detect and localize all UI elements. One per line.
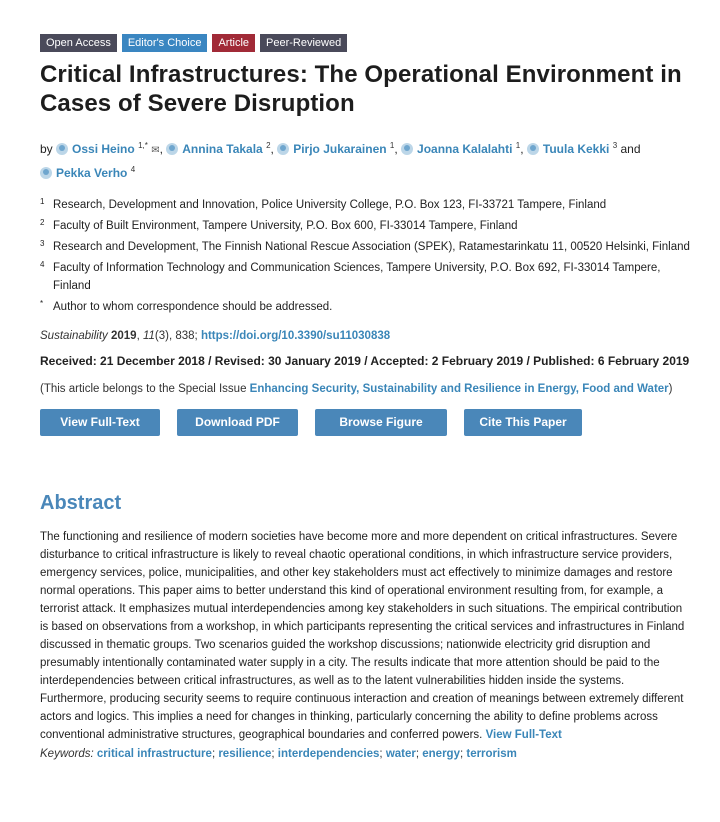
open-access-badge[interactable]: Open Access — [40, 34, 117, 52]
action-buttons — [40, 409, 690, 436]
cite-paper-button[interactable]: Cite This Paper — [464, 409, 582, 436]
publication-dates: Received: 21 December 2018 / Revised: 30 January 2019 / Accepted: 2 February 2019 / Published: 6 February 2019 — [40, 354, 690, 368]
author-link[interactable]: Tuula Kekki — [527, 142, 609, 156]
peer-reviewed-badge[interactable]: Peer-Reviewed — [260, 34, 347, 52]
doi-link[interactable]: https://doi.org/10.3390/su11030838 — [200, 330, 391, 342]
browse-figure-button[interactable]: Browse Figure — [315, 409, 447, 436]
author-affil-sup: 1 — [515, 141, 521, 150]
abstract-body — [40, 528, 690, 744]
keywords-label: Keywords: — [40, 748, 94, 760]
editors-choice-badge[interactable]: Editor's Choice — [122, 34, 208, 52]
author-affil-sup: 1,* — [138, 141, 148, 150]
author-link[interactable]: Ossi Heino — [56, 142, 135, 156]
special-issue-link[interactable]: Enhancing Security, Sustainability and Resilience in Energy, Food and Water — [249, 383, 669, 395]
journal-name[interactable]: Sustainability — [40, 330, 108, 342]
affiliation-item: 4 Faculty of Information Technology and Communication Sciences, Tampere University, P.O. Box 692, FI-33014 Tampere, Finland — [40, 260, 661, 292]
author-avatar-icon — [401, 143, 413, 155]
special-issue-note: (This article belongs to the Special Issue Enhancing Security, Sustainability and Resilience in Energy, Food and Water) — [40, 383, 673, 395]
correspondence-note: * Author to whom correspondence should be addressed. — [40, 299, 333, 313]
by-label: by — [40, 142, 53, 156]
citation-line: Sustainability 2019, 11(3), 838; https://doi.org/10.3390/su11030838 — [40, 330, 391, 342]
badge-row — [40, 34, 690, 52]
affiliation-list — [40, 196, 690, 316]
affiliation-item: 1 Research, Development and Innovation, Police University College, P.O. Box 123, FI-33721 Tampere, Finland — [40, 197, 607, 211]
keyword-link[interactable]: water — [385, 748, 416, 760]
author-affil-sup: 2 — [266, 141, 271, 150]
keyword-link[interactable]: energy — [422, 748, 460, 760]
envelope-icon[interactable]: ✉ — [151, 145, 160, 156]
affiliation-item: 3 Research and Development, The Finnish National Rescue Association (SPEK), Ratamestarinkatu 11, 00520 Helsinki, Finland — [40, 239, 690, 253]
keywords-line: Keywords: critical infrastructure; resilience; interdependencies; water; energy; terrorism — [40, 748, 517, 760]
author-affil-sup: 4 — [130, 165, 136, 174]
download-pdf-button[interactable]: Download PDF — [177, 409, 298, 436]
author-avatar-icon — [166, 143, 178, 155]
keyword-link[interactable]: terrorism — [466, 748, 517, 760]
author-avatar-icon — [277, 143, 289, 155]
affiliation-item: 2 Faculty of Built Environment, Tampere University, P.O. Box 600, FI-33014 Tampere, Finland — [40, 218, 518, 232]
keyword-link[interactable]: interdependencies — [277, 748, 380, 760]
article-title: Critical Infrastructures: The Operational Environment in Cases of Severe Disruption — [40, 61, 682, 117]
author-link[interactable]: Annina Takala — [166, 142, 262, 156]
citation-volume: 11 — [142, 330, 155, 342]
author-avatar-icon — [527, 143, 539, 155]
author-link[interactable]: Joanna Kalalahti — [401, 142, 512, 156]
author-affil-sup: 3 — [612, 141, 618, 150]
abstract-heading: Abstract — [40, 492, 122, 514]
article-page — [40, 34, 690, 760]
article-type-badge: Article — [212, 34, 255, 52]
author-avatar-icon — [40, 167, 52, 179]
citation-year: 2019 — [110, 330, 137, 342]
and-label: and — [620, 142, 641, 156]
keyword-link[interactable]: critical infrastructure — [96, 748, 212, 760]
keyword-link[interactable]: resilience — [218, 748, 272, 760]
author-link[interactable]: Pirjo Jukarainen — [277, 142, 386, 156]
author-affil-sup: 1 — [389, 141, 395, 150]
view-full-text-link[interactable]: View Full-Text — [485, 729, 562, 741]
citation-issue-pages: (3), 838; — [154, 330, 201, 342]
author-link[interactable]: Pekka Verho — [40, 166, 127, 180]
author-list: by Ossi Heino $^{1,*}$ ✉, Annina Takala $^2$, Pirjo Jukarainen $^1$, Joanna Kalalahti $^1$, Tuula Kekki $^3$ and Pekka Verho $^4$ — [40, 141, 641, 180]
abstract-text: The functioning and resilience of modern societies have become more and more dependent on critical infrastructures. Severe disturbance to critical infrastructure is likely to reveal chaotic operational conditions, in which infrastructure service providers, emergency services, police, municipalities, and other key stakeholders must act effectively to minimize damages and restore normal operations. This paper aims to better understand this kind of operational environment resulting from, for example, a terrorist attack. It emphasizes mutual interdependencies among key stakeholders in such situations. The empirical contribution is based on observations from a workshop, in which participants representing the critical services and infrastructures in Finland discussed in thematic groups. Two scenarios guided the workshop discussions; nationwide electricity grid disruption and presumably intentionally contaminated water supply in a city. The results indicate that more attention should be paid to the interdependencies between critical infrastructures, as well as to the latent vulnerabilities hidden inside the systems. Furthermore, producing security seems to require continuous interaction and creation of meanings between extremely different actors and logics. This implies a need for changes in thinking, particularly concerning the ability to define problems across conventional administrative structures, geographical boundaries and conferred powers. — [40, 531, 685, 741]
author-avatar-icon — [56, 143, 68, 155]
view-full-text-button[interactable]: View Full-Text — [40, 409, 160, 436]
